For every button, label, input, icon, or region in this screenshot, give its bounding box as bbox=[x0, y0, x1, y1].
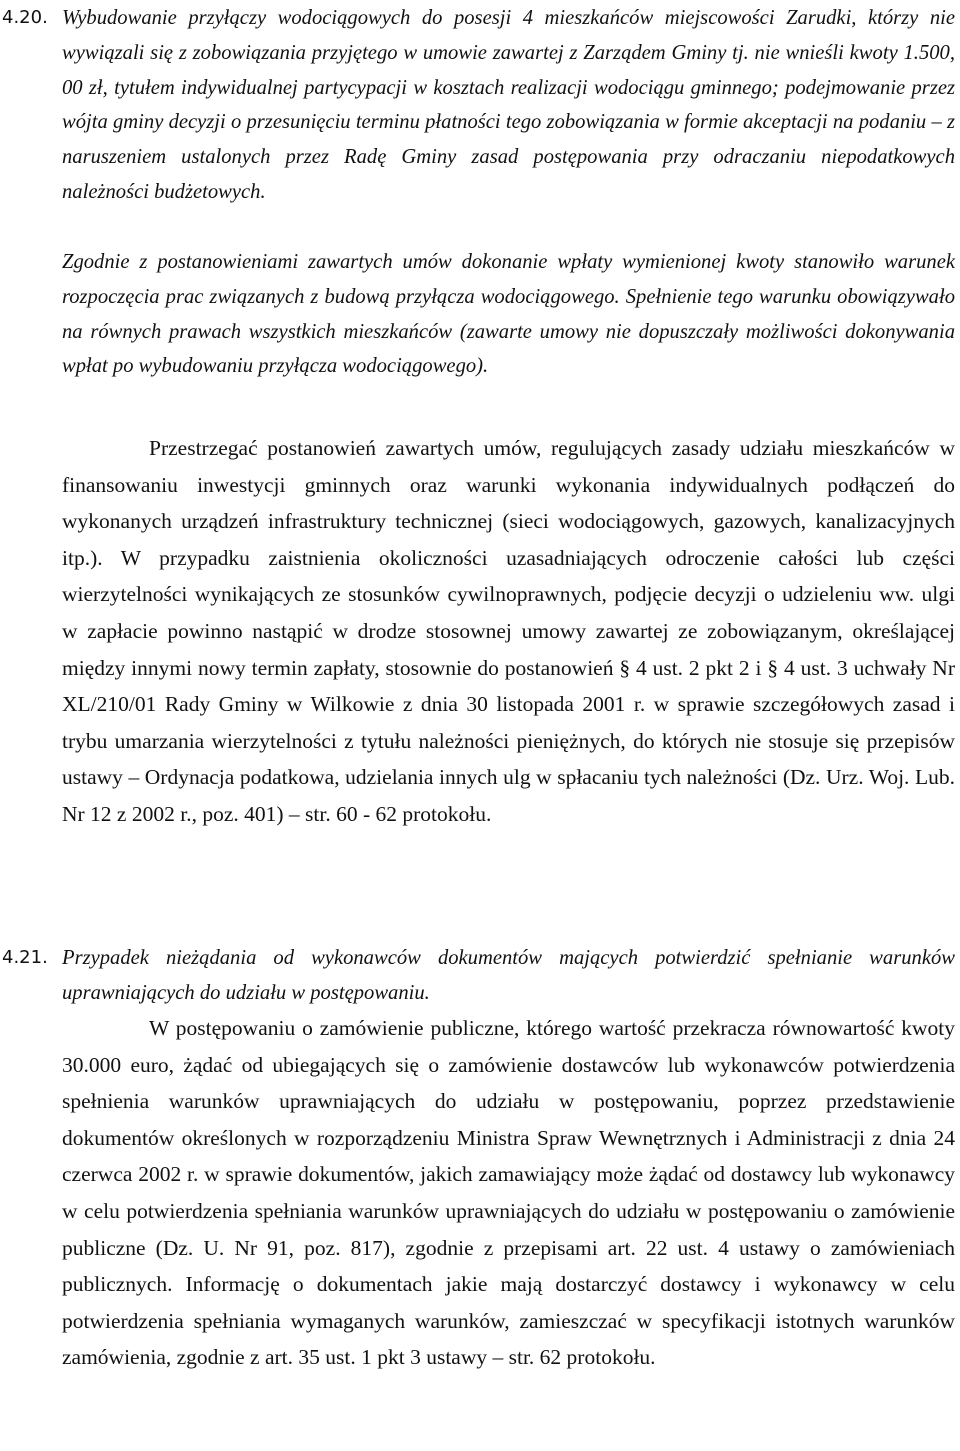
section-explanation: Zgodnie z postanowieniami zawartych umów dokonanie wpłaty wymienionej kwoty stanowiło warunek rozpoczęcia prac związanych z budową przyłącza wodociągowego. Spełnienie tego warunku obowiązywało na równych prawach wszystkich mieszkańców (zawarte umowy nie dopuszczały możliwości dokonywania wpłat po wybudowaniu przyłącza wodociągowego). bbox=[62, 251, 955, 378]
section-number: 4.20. bbox=[2, 7, 48, 28]
section-number: 4.21. bbox=[2, 947, 48, 968]
section-recommendation: Przestrzegać postanowień zawartych umów, regulujących zasady udziału mieszkańców w finansowaniu inwestycji gminnych oraz warunki wykonania indywidualnych podłączeń do wykonanych urządzeń infrastruktury technicznej (sieci wodociągowych, gazowych, kanalizacyjnych itp.). W przypadku zaistnienia okoliczności uzasadniających odroczenie całości lub części wierzytelności wynikających ze stosunków cywilnoprawnych, podjęcie decyzji o udzieleniu ww. ulgi w zapłacie powinno nastąpić w drodze stosownej umowy zawartej ze zobowiązanym, określającej między innymi nowy termin zapłaty, stosownie do postanowień § 4 ust. 2 pkt 2 i § 4 ust. 3 uchwały Nr XL/210/01 Rady Gminy w Wilkowie z dnia 30 listopada 2001 r. w sprawie szczegółowych zasad i trybu umarzania wierzytelności z tytułu należności pieniężnych, do których nie stosuje się przepisów ustawy – Ordynacja podatkowa, udzielania innych ulg w spłacaniu tych należności (Dz. Urz. Woj. Lub. Nr 12 z 2002 r., poz. 401) – str. 60 - 62 protokołu. bbox=[62, 436, 955, 826]
section-heading: Wybudowanie przyłączy wodociągowych do posesji 4 mieszkańców miejscowości Zarudki, którzy nie wywiązali się z zobowiązania przyjętego w umowie zawartej z Zarządem Gminy tj. nie wnieśli kwoty 1.500, 00 zł, tytułem indywidualnej partycypacji w kosztach realizacji wodociągu gminnego; podejmowanie przez wójta gminy decyzji o przesunięciu terminu płatności tego zobowiązania w formie akceptacji na podaniu – z naruszeniem ustalonych przez Radę Gminy zasad postępowania przy odraczaniu niepodatkowych należności budżetowych. bbox=[62, 7, 955, 203]
section-heading: Przypadek nieżądania od wykonawców dokumentów mających potwierdzić spełnianie warunków uprawniających do udziału w postępowaniu. bbox=[62, 947, 955, 1004]
section-recommendation: W postępowaniu o zamówienie publiczne, którego wartość przekracza równowartość kwoty 30.000 euro, żądać od ubiegających się o zamówienie dostawców lub wykonawców potwierdzenia spełnienia warunków uprawniających do udziału w postępowaniu, poprzez przedstawienie dokumentów określonych w rozporządzeniu Ministra Spraw Wewnętrznych i Administracji z dnia 24 czerwca 2002 r. w sprawie dokumentów, jakich zamawiający może żądać od dostawcy lub wykonawcy w celu potwierdzenia spełniania warunków uprawniających do udziału w postępowaniu o zamówienie publiczne (Dz. U. Nr 91, poz. 817), zgodnie z przepisami art. 22 ust. 4 ustawy o zamówieniach publicznych. Informację o dokumentach jakie mają dostarczyć dostawcy i wykonawcy w celu potwierdzenia spełniania wymaganych warunków, zamieszczać w specyfikacji istotnych warunków zamówienia, zgodnie z art. 35 ust. 1 pkt 3 ustawy – str. 62 protokołu. bbox=[62, 1016, 955, 1370]
